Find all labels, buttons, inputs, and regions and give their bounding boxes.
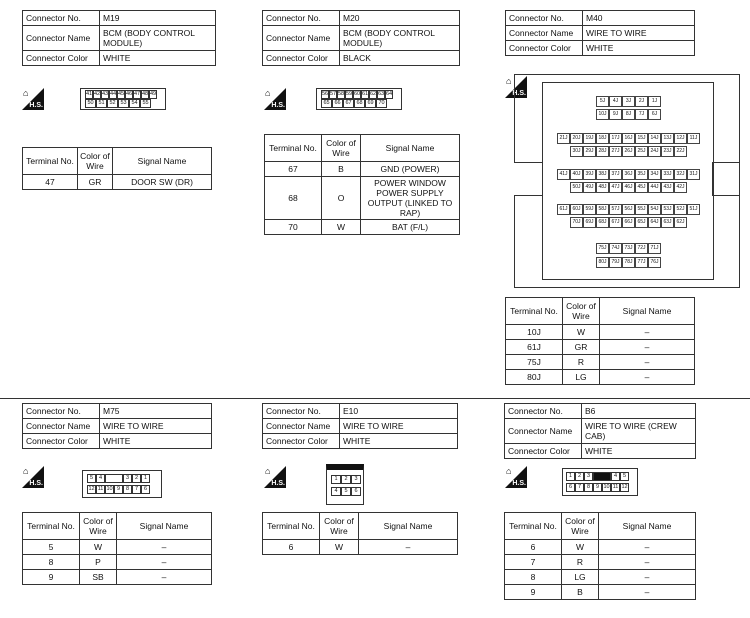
connector-no-label: Connector No. bbox=[23, 404, 100, 419]
connector-name-label: Connector Name bbox=[23, 419, 100, 434]
terminal-no: 61J bbox=[506, 340, 563, 355]
connector-pin: 28J bbox=[596, 146, 609, 157]
connector-no-label: Connector No. bbox=[506, 11, 583, 26]
connector-pin: 8 bbox=[123, 485, 132, 494]
connector-pin: 3 bbox=[351, 475, 361, 484]
connector-pin: 46 bbox=[126, 91, 133, 97]
connector-no-value: M75 bbox=[100, 404, 212, 419]
connector-pin: 4 bbox=[611, 472, 620, 481]
connector-pin: 11 bbox=[97, 486, 104, 492]
connector-pin: 41J bbox=[557, 169, 570, 180]
connector-pin: 18J bbox=[596, 133, 609, 144]
wire-color: GR bbox=[563, 340, 600, 355]
terminal-no-header: Terminal No. bbox=[23, 148, 78, 175]
signal-name: DOOR SW (DR) bbox=[113, 175, 212, 190]
m75-pins-bottom bbox=[87, 485, 150, 494]
connector-color-label: Connector Color bbox=[263, 51, 340, 66]
b6-connector-face bbox=[562, 468, 638, 496]
signal-name: GND (POWER) bbox=[361, 162, 460, 177]
connector-pin: 21J bbox=[557, 133, 570, 144]
connector-name-value: WIRE TO WIRE (CREW CAB) bbox=[582, 419, 696, 444]
connector-pin: 36J bbox=[622, 169, 635, 180]
connector-pin: 75J bbox=[596, 243, 609, 254]
connector-pin: 2 bbox=[341, 475, 351, 484]
connector-pin: 58J bbox=[596, 204, 609, 215]
connector-pin: 44J bbox=[648, 182, 661, 193]
connector-pin: 2 bbox=[575, 472, 584, 481]
connector-pin: 68 bbox=[354, 99, 365, 108]
wire-color: W bbox=[320, 540, 359, 555]
connector-pin: 78J bbox=[622, 257, 635, 268]
m19-pins-bottom bbox=[85, 99, 151, 108]
connector-color-label: Connector Color bbox=[23, 51, 100, 66]
connector-pin: 69J bbox=[583, 217, 596, 228]
connector-pin: 3 bbox=[584, 472, 593, 481]
m20-terminal-table bbox=[264, 134, 460, 235]
section-divider bbox=[0, 398, 750, 399]
terminal-no-header: Terminal No. bbox=[265, 135, 322, 162]
connector-pin: 7 bbox=[575, 483, 584, 492]
connector-color-value: BLACK bbox=[340, 51, 460, 66]
connector-pin: 5 bbox=[620, 472, 629, 481]
wire-color: W bbox=[563, 325, 600, 340]
connector-pin: 12J bbox=[674, 133, 687, 144]
connector-pin: 57 bbox=[330, 91, 337, 97]
connector-name-value: WIRE TO WIRE bbox=[340, 419, 458, 434]
connector-no-value: M40 bbox=[583, 11, 695, 26]
connector-pin: 58 bbox=[338, 91, 345, 97]
m40-left-tab bbox=[514, 162, 543, 196]
connector-pin: 31J bbox=[687, 169, 700, 180]
connector-no-label: Connector No. bbox=[23, 11, 100, 26]
connector-pin: 64 bbox=[386, 91, 393, 97]
terminal-no: 7 bbox=[505, 555, 562, 570]
connector-pin: 59 bbox=[346, 91, 353, 97]
e10-info bbox=[262, 403, 458, 449]
connector-pin: 65 bbox=[321, 99, 332, 108]
e10-terminal-table bbox=[262, 512, 458, 555]
terminal-no: 6 bbox=[263, 540, 320, 555]
terminal-no: 80J bbox=[506, 370, 563, 385]
m19-pins-top bbox=[85, 90, 157, 99]
connector-pin: 69 bbox=[365, 99, 376, 108]
connector-pin: 60J bbox=[570, 204, 583, 215]
m40-right-tab bbox=[712, 162, 739, 196]
connector-pin: 25J bbox=[635, 146, 648, 157]
terminal-no: 8 bbox=[23, 555, 80, 570]
connector-key bbox=[593, 472, 611, 481]
table-row bbox=[506, 340, 695, 355]
connector-pin: 11J bbox=[687, 133, 700, 144]
connector-pin: 68J bbox=[596, 217, 609, 228]
connector-pin: 10 bbox=[106, 486, 113, 492]
connector-pin: 66J bbox=[622, 217, 635, 228]
table-row bbox=[23, 540, 212, 555]
connector-pin: 48J bbox=[596, 182, 609, 193]
signal-name: – bbox=[117, 540, 212, 555]
connector-pin: 64J bbox=[648, 217, 661, 228]
connector-pin: 9 bbox=[114, 485, 123, 494]
connector-pin: 79J bbox=[609, 257, 622, 268]
connector-pin: 7 bbox=[132, 485, 141, 494]
e10-pins-bottom bbox=[331, 487, 361, 496]
terminal-no: 9 bbox=[23, 570, 80, 585]
connector-pin: 33J bbox=[661, 169, 674, 180]
table-row bbox=[263, 540, 458, 555]
connector-no-value: M20 bbox=[340, 11, 460, 26]
connector-pin: 61 bbox=[362, 91, 369, 97]
terminal-no-header: Terminal No. bbox=[505, 513, 562, 540]
hs-icon: ⌂ H.S. bbox=[23, 466, 43, 487]
connector-pin: 46J bbox=[622, 182, 635, 193]
wire-color: W bbox=[562, 540, 599, 555]
connector-pin: 43 bbox=[102, 91, 109, 97]
connector-name-value: BCM (BODY CONTROL MODULE) bbox=[100, 26, 216, 51]
signal-header: Signal Name bbox=[359, 513, 458, 540]
connector-pin: 56J bbox=[622, 204, 635, 215]
connector-pin: 42J bbox=[674, 182, 687, 193]
connector-no-value: M19 bbox=[100, 11, 216, 26]
connector-pin: 2 bbox=[132, 474, 141, 483]
table-row bbox=[506, 355, 695, 370]
connector-pin: 43J bbox=[661, 182, 674, 193]
wire-color: LG bbox=[563, 370, 600, 385]
connector-pin: 42 bbox=[94, 91, 101, 97]
connector-pin: 80J bbox=[596, 257, 609, 268]
hs-icon: ⌂ H.S. bbox=[265, 88, 285, 109]
terminal-no: 68 bbox=[265, 177, 322, 220]
connector-pin: 1J bbox=[648, 96, 661, 107]
connector-pin: 65J bbox=[635, 217, 648, 228]
connector-pin: 53 bbox=[118, 99, 129, 108]
connector-pin: 54 bbox=[129, 99, 140, 108]
connector-pin: 57J bbox=[609, 204, 622, 215]
connector-no-value: E10 bbox=[340, 404, 458, 419]
connector-pin: 29J bbox=[583, 146, 596, 157]
connector-color-value: WHITE bbox=[340, 434, 458, 449]
connector-pin: 13J bbox=[661, 133, 674, 144]
wire-color: O bbox=[322, 177, 361, 220]
connector-pin: 12 bbox=[621, 484, 628, 490]
connector-pin: 5J bbox=[596, 96, 609, 107]
connector-pin: 63 bbox=[378, 91, 385, 97]
terminal-no: 6 bbox=[505, 540, 562, 555]
connector-pin: 9 bbox=[593, 483, 602, 492]
m20-connector-face bbox=[316, 88, 402, 110]
connector-pin: 51J bbox=[687, 204, 700, 215]
signal-name: – bbox=[117, 570, 212, 585]
connector-pin: 27J bbox=[609, 146, 622, 157]
terminal-no: 47 bbox=[23, 175, 78, 190]
hs-icon: ⌂ H.S. bbox=[265, 466, 285, 487]
connector-pin: 35J bbox=[635, 169, 648, 180]
connector-pin: 37J bbox=[609, 169, 622, 180]
connector-pin: 5 bbox=[341, 487, 351, 496]
connector-pin: 49 bbox=[150, 91, 157, 97]
connector-pin: 59J bbox=[583, 204, 596, 215]
signal-header: Signal Name bbox=[113, 148, 212, 175]
signal-name: – bbox=[117, 555, 212, 570]
connector-pin: 8J bbox=[622, 109, 635, 120]
terminal-no-header: Terminal No. bbox=[23, 513, 80, 540]
signal-name: – bbox=[600, 370, 695, 385]
connector-pin: 74J bbox=[609, 243, 622, 254]
connector-pin: 10J bbox=[596, 109, 609, 120]
table-row bbox=[265, 162, 460, 177]
connector-name-value: WIRE TO WIRE bbox=[100, 419, 212, 434]
connector-pin: 17J bbox=[609, 133, 622, 144]
connector-color-label: Connector Color bbox=[263, 434, 340, 449]
connector-pin: 45J bbox=[635, 182, 648, 193]
connector-pin: 40J bbox=[570, 169, 583, 180]
connector-pin: 10 bbox=[603, 484, 610, 490]
connector-pin: 51 bbox=[96, 99, 107, 108]
connector-pin: 6 bbox=[351, 487, 361, 496]
connector-pin: 12 bbox=[88, 486, 95, 492]
connector-pin: 76J bbox=[648, 257, 661, 268]
connector-name-label: Connector Name bbox=[506, 26, 583, 41]
color-header: Color of Wire bbox=[78, 148, 113, 175]
connector-pin: 34J bbox=[648, 169, 661, 180]
table-row bbox=[505, 555, 696, 570]
signal-name: BAT (F/L) bbox=[361, 220, 460, 235]
terminal-no: 8 bbox=[505, 570, 562, 585]
connector-pin: 70 bbox=[376, 99, 387, 108]
connector-pin: 1 bbox=[141, 474, 150, 483]
connector-pin: 26J bbox=[622, 146, 635, 157]
connector-pin: 23J bbox=[661, 146, 674, 157]
wire-color: B bbox=[562, 585, 599, 600]
connector-pin: 50 bbox=[85, 99, 96, 108]
connector-pin: 62 bbox=[370, 91, 377, 97]
table-row bbox=[23, 555, 212, 570]
m20-pins-bottom bbox=[321, 99, 387, 108]
connector-pin: 3J bbox=[622, 96, 635, 107]
e10-pins-top bbox=[331, 475, 361, 484]
connector-pin: 49J bbox=[583, 182, 596, 193]
terminal-no: 10J bbox=[506, 325, 563, 340]
connector-pin: 38J bbox=[596, 169, 609, 180]
connector-pin: 14J bbox=[648, 133, 661, 144]
table-row bbox=[506, 325, 695, 340]
signal-name: – bbox=[599, 540, 696, 555]
e10-connector-face bbox=[326, 464, 364, 505]
table-row bbox=[505, 585, 696, 600]
m20-info bbox=[262, 10, 460, 66]
connector-color-label: Connector Color bbox=[23, 434, 100, 449]
signal-header: Signal Name bbox=[600, 298, 695, 325]
connector-pin: 54J bbox=[648, 204, 661, 215]
m40-terminal-table bbox=[505, 297, 695, 385]
signal-name: – bbox=[600, 340, 695, 355]
table-row bbox=[505, 540, 696, 555]
connector-pin: 60 bbox=[354, 91, 361, 97]
connector-pin: 4 bbox=[96, 474, 105, 483]
wire-color: B bbox=[322, 162, 361, 177]
connector-pin: 62J bbox=[674, 217, 687, 228]
connector-pin: 6 bbox=[566, 483, 575, 492]
connector-pin: 73J bbox=[622, 243, 635, 254]
connector-pin: 15J bbox=[635, 133, 648, 144]
connector-pin: 71J bbox=[648, 243, 661, 254]
signal-name: – bbox=[599, 570, 696, 585]
connector-name-label: Connector Name bbox=[23, 26, 100, 51]
terminal-no: 5 bbox=[23, 540, 80, 555]
b6-terminal-table bbox=[504, 512, 696, 600]
b6-pins-top bbox=[566, 472, 629, 481]
signal-name: – bbox=[600, 355, 695, 370]
color-header: Color of Wire bbox=[563, 298, 600, 325]
connector-name-value: WIRE TO WIRE bbox=[583, 26, 695, 41]
table-row bbox=[505, 570, 696, 585]
connector-pin: 4 bbox=[331, 487, 341, 496]
connector-color-label: Connector Color bbox=[506, 41, 583, 56]
connector-pin: 67J bbox=[609, 217, 622, 228]
hs-icon: ⌂ H.S. bbox=[506, 466, 526, 487]
connector-pin: 77J bbox=[635, 257, 648, 268]
connector-no-label: Connector No. bbox=[505, 404, 582, 419]
connector-pin: 70J bbox=[570, 217, 583, 228]
connector-pin: 44 bbox=[110, 91, 117, 97]
connector-pin: 20J bbox=[570, 133, 583, 144]
connector-pin: 30J bbox=[570, 146, 583, 157]
connector-no-label: Connector No. bbox=[263, 11, 340, 26]
color-header: Color of Wire bbox=[320, 513, 359, 540]
m19-terminal-table bbox=[22, 147, 212, 190]
connector-pin: 61J bbox=[557, 204, 570, 215]
signal-name: – bbox=[599, 555, 696, 570]
connector-color-value: WHITE bbox=[100, 51, 216, 66]
connector-pin: 7J bbox=[635, 109, 648, 120]
connector-pin: 55 bbox=[140, 99, 151, 108]
m19-info bbox=[22, 10, 216, 66]
signal-name: – bbox=[600, 325, 695, 340]
connector-no-label: Connector No. bbox=[263, 404, 340, 419]
hs-icon: ⌂ H.S. bbox=[506, 76, 526, 97]
connector-pin: 16J bbox=[622, 133, 635, 144]
connector-pin: 9J bbox=[609, 109, 622, 120]
connector-pin: 3 bbox=[123, 474, 132, 483]
connector-pin: 47 bbox=[134, 91, 141, 97]
connector-pin: 50J bbox=[570, 182, 583, 193]
connector-pin: 66 bbox=[332, 99, 343, 108]
signal-name: – bbox=[359, 540, 458, 555]
connector-pin: 8 bbox=[584, 483, 593, 492]
connector-pin: 45 bbox=[118, 91, 125, 97]
connector-pin: 6J bbox=[648, 109, 661, 120]
m40-info bbox=[505, 10, 695, 56]
terminal-no-header: Terminal No. bbox=[506, 298, 563, 325]
connector-pin: 19J bbox=[583, 133, 596, 144]
signal-header: Signal Name bbox=[361, 135, 460, 162]
table-row bbox=[506, 370, 695, 385]
m75-terminal-table bbox=[22, 512, 212, 585]
table-row bbox=[265, 220, 460, 235]
connector-pin: 5 bbox=[87, 474, 96, 483]
connector-pin: 47J bbox=[609, 182, 622, 193]
m75-info bbox=[22, 403, 212, 449]
connector-name-label: Connector Name bbox=[263, 26, 340, 51]
wire-color: SB bbox=[80, 570, 117, 585]
connector-pin: 63J bbox=[661, 217, 674, 228]
terminal-no-header: Terminal No. bbox=[263, 513, 320, 540]
wire-color: R bbox=[562, 555, 599, 570]
connector-pin: 55J bbox=[635, 204, 648, 215]
m40-connector-face bbox=[542, 82, 714, 280]
connector-pin: 56 bbox=[322, 91, 329, 97]
connector-pin: 52 bbox=[107, 99, 118, 108]
connector-color-value: WHITE bbox=[583, 41, 695, 56]
wire-color: GR bbox=[78, 175, 113, 190]
m19-connector-face bbox=[80, 88, 166, 110]
color-header: Color of Wire bbox=[322, 135, 361, 162]
table-row bbox=[23, 175, 212, 190]
m75-pins-top bbox=[87, 474, 150, 483]
connector-pin: 1 bbox=[566, 472, 575, 481]
connector-color-label: Connector Color bbox=[505, 444, 582, 459]
wire-color: W bbox=[322, 220, 361, 235]
b6-info bbox=[504, 403, 696, 459]
connector-name-label: Connector Name bbox=[263, 419, 340, 434]
wire-color: R bbox=[563, 355, 600, 370]
terminal-no: 75J bbox=[506, 355, 563, 370]
connector-pin: 24J bbox=[648, 146, 661, 157]
signal-name: – bbox=[599, 585, 696, 600]
connector-color-value: WHITE bbox=[100, 434, 212, 449]
table-row bbox=[23, 570, 212, 585]
color-header: Color of Wire bbox=[562, 513, 599, 540]
connector-pin: 22J bbox=[674, 146, 687, 157]
m20-pins-top bbox=[321, 90, 393, 99]
connector-pin: 2J bbox=[635, 96, 648, 107]
connector-name-value: BCM (BODY CONTROL MODULE) bbox=[340, 26, 460, 51]
connector-pin: 41 bbox=[86, 91, 93, 97]
wire-color: W bbox=[80, 540, 117, 555]
wire-color: P bbox=[80, 555, 117, 570]
connector-color-value: WHITE bbox=[582, 444, 696, 459]
m75-connector-face bbox=[82, 470, 162, 498]
connector-pin: 52J bbox=[674, 204, 687, 215]
connector-pin: 11 bbox=[612, 484, 619, 490]
connector-pin: 4J bbox=[609, 96, 622, 107]
wire-color: LG bbox=[562, 570, 599, 585]
terminal-no: 9 bbox=[505, 585, 562, 600]
signal-header: Signal Name bbox=[117, 513, 212, 540]
signal-name: POWER WINDOW POWER SUPPLY OUTPUT (LINKED TO RAP) bbox=[361, 177, 460, 220]
connector-key bbox=[105, 474, 123, 483]
connector-pin: 72J bbox=[635, 243, 648, 254]
terminal-no: 67 bbox=[265, 162, 322, 177]
connector-no-value: B6 bbox=[582, 404, 696, 419]
connector-pin: 6 bbox=[141, 485, 150, 494]
connector-pin: 32J bbox=[674, 169, 687, 180]
b6-pins-bottom bbox=[566, 483, 629, 492]
color-header: Color of Wire bbox=[80, 513, 117, 540]
table-row bbox=[265, 177, 460, 220]
signal-header: Signal Name bbox=[599, 513, 696, 540]
connector-pin: 67 bbox=[343, 99, 354, 108]
connector-name-label: Connector Name bbox=[505, 419, 582, 444]
connector-pin: 53J bbox=[661, 204, 674, 215]
hs-icon: ⌂ H.S. bbox=[23, 88, 43, 109]
connector-pin: 39J bbox=[583, 169, 596, 180]
terminal-no: 70 bbox=[265, 220, 322, 235]
connector-pin: 1 bbox=[331, 475, 341, 484]
connector-pin: 48 bbox=[142, 91, 149, 97]
